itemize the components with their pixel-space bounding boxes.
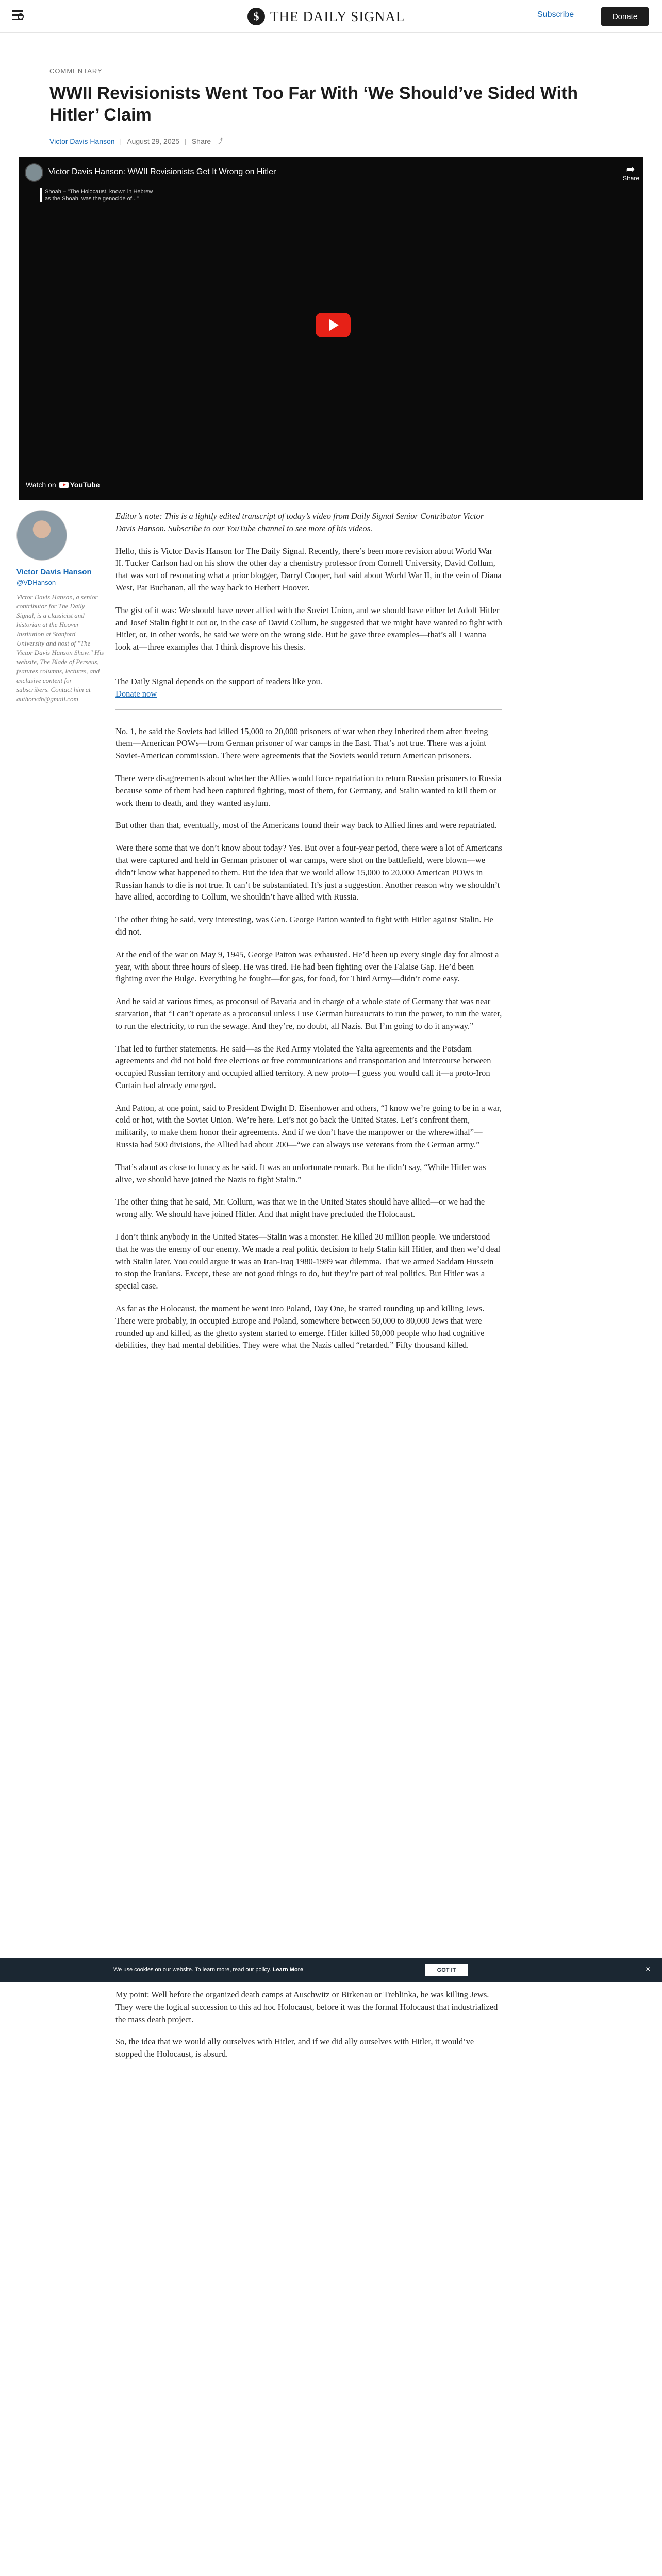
menu-line [12, 10, 23, 12]
article-body [115, 510, 502, 1362]
video-thumbnail-caption: Shoah – "The Holocaust, known in Hebrew as the Shoah, was the genocide of..." [40, 188, 154, 202]
paragraph: There were disagreements about whether the Allies would force repatriation to return Russian prisoners to Russia because some of them had been captured fighting, most of them, for Germany, and Stalin wanted to kill them or work them to death, and they wanted asylum. [115, 773, 502, 808]
channel-avatar[interactable] [25, 163, 43, 182]
article-title: WWII Revisionists Went Too Far With ‘We Should’ve Sided With Hitler’ Claim [49, 83, 578, 125]
watch-on-youtube-button[interactable] [26, 481, 100, 489]
share-icon[interactable]: ⤴ [216, 137, 224, 145]
top-navigation-bar [0, 0, 662, 33]
paragraph: As far as the Holocaust, the moment he went into Poland, Day One, he started rounding up and killing Jews. There were probably, in occupied Europe and Poland, somewhere between 50,000 to 80,000 Jews that were rounded up and killed, as the ghetto system started to emerge. Hitler killed 50,000 people who had cognitive debilities, they had mental debilities. They were what the Nazis called “retarded.” Fifty thousand killed. [115, 1303, 485, 1350]
site-logo[interactable] [247, 7, 405, 26]
watch-on-label: Watch on [26, 481, 56, 489]
author-avatar[interactable] [16, 510, 67, 561]
video-share-button[interactable] [623, 164, 638, 182]
youtube-logo-text: YouTube [70, 481, 100, 489]
logo-mark: $ [247, 8, 265, 25]
search-lens [18, 13, 24, 20]
article-category[interactable]: COMMENTARY [49, 67, 103, 75]
paragraph: And Patton, at one point, said to President Dwight D. Eisenhower and others, “I know we’re going to be in a war, cold or hot, with the Soviet Union. We’re here. Let’s not go back the United States. Let’s confront them, militarily, to make them honor their agreements. And if we don’t have the manpower or the wherewithal”—Russia had 500 divisions, the Allied had about 200—“we can always use veterans from the German army.” [115, 1103, 502, 1150]
article-body-continued [115, 1989, 502, 2071]
paragraph: Hello, this is Victor Davis Hanson for The Daily Signal. Recently, there’s been more revision about World War II. Tucker Carlson had on his show the other day a chemistry professor from Cornell University, David Collum, that was sort of resonating what a prior blogger, Darryl Cooper, had said about World War II, in the vein of Diana West, Pat Buchanan, all the way back to Herbert Hoover. [115, 546, 502, 592]
donate-callout [115, 666, 502, 710]
cookie-text [113, 1967, 303, 1973]
author-bio: Victor Davis Hanson, a senior contributor for The Daily Signal, is a classicist and historian at the Hoover Institution at Stanford University and host of "The Victor Davis Hanson Show." His website, The Blade of Perseus, features columns, lectures, and exclusive content for subscribers. Contact him at authorvdh@gmail.com [16, 593, 104, 703]
close-icon[interactable]: × [646, 1965, 651, 1974]
article-date: August 29, 2025 [127, 137, 180, 145]
paragraph: The other thing he said, very interesting, was Gen. George Patton wanted to fight with Hitler against Stalin. He did not. [115, 914, 493, 937]
donate-now-link[interactable]: Donate now [115, 688, 157, 699]
paragraph: The gist of it was: We should have never allied with the Soviet Union, and we should have either let Adolf Hitler and Josef Stalin fight it out or, in the case of David Collum, he suggested that we might have wanted to fight with Hitler, or, in other words, he said we were on the wrong side. But he gave three examples—that’s all I wanna look at—three examples that I think disprove his thesis. [115, 605, 502, 652]
youtube-logo-icon [59, 481, 100, 489]
paragraph: The other thing that he said, Mr. Collum, was that we in the United States should have allied—or we had the wrong ally. We should have joined Hitler. And that might have precluded the Holocaust. [115, 1197, 485, 1219]
donate-button[interactable]: Donate [601, 7, 649, 26]
byline-separator: | [120, 137, 122, 145]
cookie-accept-button[interactable]: GOT IT [425, 1964, 468, 1976]
share-arrow-icon: ➦ [626, 164, 635, 175]
youtube-video-embed[interactable] [19, 157, 643, 500]
video-share-label: Share [623, 175, 640, 182]
paragraph: And he said at various times, as proconsul of Bavaria and in charge of a whole state of Germany that was near starvation, that “I can’t operate as a proconsul unless I use German bureaucrats to run the power, to run the water, to run the electricity, to run the sewage. And they’re, no doubt, all Nazis. But I’m going to do it anyway.” [115, 996, 502, 1031]
paragraph: But other than that, eventually, most of the Americans found their way back to Allied lines and were repatriated. [115, 820, 497, 831]
paragraph: Were there some that we don’t know about today? Yes. But over a four-year period, there were a lot of Americans that were captured and held in German prisoner of war camps, were shot on the battlefield, were blown—we didn’t know what happened to them. But the idea that we would allow 15,000 to 20,000 American POWs in Russian hands to die is not true. It can’t be substantiated. It’s just a suggestion. Another reason why we shouldn’t have allied, according to Collum, we shouldn’t have allied with Russia. [115, 843, 502, 902]
editors-note: Editor’s note: This is a lightly edited transcript of today’s video from Daily Signal Senior Contributor Victor Davis Hanson. Subscribe to our YouTube channel to see more of his videos. [115, 511, 484, 533]
paragraph: My point: Well before the organized death camps at Auschwitz or Birkenau or Treblinka, he was killing Jews. They were the logical succession to this ad hoc Holocaust, before it was the formal Holocaust that industrialized the mass death project. [115, 1990, 498, 2024]
cookie-learn-more-link[interactable]: Learn More [272, 1967, 304, 1973]
article-byline [49, 136, 223, 146]
subscribe-link[interactable]: Subscribe [537, 10, 574, 19]
paragraph: That led to further statements. He said—as the Red Army violated the Yalta agreements and the Potsdam agreements and did not hold free elections or free communications and transportation and intercourse between occupied Russian territory and occupied allied territory. A new proto—I guess you would call it—a proto-Iron Curtain had already emerged. [115, 1043, 491, 1090]
share-link[interactable]: Share [191, 137, 211, 145]
play-button-icon[interactable] [316, 313, 351, 337]
donate-callout-text: The Daily Signal depends on the support of readers like you. [115, 676, 322, 686]
paragraph: No. 1, he said the Soviets had killed 15,000 to 20,000 prisoners of war when they inherited them after freeing them—American POWs—from German prisoner of war camps in the East. That’s not true. There was a joint Soviet-American commission. There were agreements that the Soviets would return American prisoners. [115, 726, 488, 761]
author-twitter-handle[interactable]: @VDHanson [16, 579, 56, 586]
author-card [16, 510, 104, 704]
video-title[interactable]: Victor Davis Hanson: WWII Revisionists Get It Wrong on Hitler [48, 167, 276, 176]
paragraph: So, the idea that we would ally ourselves with Hitler, and if we did ally ourselves with Hitler, it would’ve stopped the Holocaust, is absurd. [115, 2037, 474, 2059]
cookie-message: We use cookies on our website. To learn more, read our policy. [113, 1967, 271, 1973]
menu-search-icon[interactable] [12, 10, 26, 22]
byline-author-link[interactable]: Victor Davis Hanson [49, 137, 115, 145]
logo-text: THE DAILY SIGNAL [270, 8, 405, 24]
paragraph: I don’t think anybody in the United States—Stalin was a monster. He killed 20 million people. We understood that he was the enemy of our enemy. We made a real politic decision to help Stalin kill Hitler, and then we’d deal with Stalin later. You could argue it was an Iran-Iraq 1980-1989 war dilemma. That we armed Saddam Hussein to stop the Iranians. Except, these are not good things to do, but they’re part of real politics. But Hitler was a special case. [115, 1232, 501, 1291]
paragraph: That’s about as close to lunacy as he said. It was an unfortunate remark. But he didn’t say, “While Hitler was alive, we should have joined the Nazis to fight Stalin.” [115, 1162, 486, 1184]
author-name-link[interactable]: Victor Davis Hanson [16, 568, 92, 577]
cookie-consent-bar [0, 1958, 662, 1982]
byline-separator: | [185, 137, 187, 145]
paragraph: At the end of the war on May 9, 1945, George Patton was exhausted. He’d been up every single day for almost a year, with about three hours of sleep. He was tired. He had been fighting over the Falaise Gap. He’d been fighting over the Bulge. Everything he fought—for gas, for food, for Third Army—didn’t come easy. [115, 949, 499, 984]
